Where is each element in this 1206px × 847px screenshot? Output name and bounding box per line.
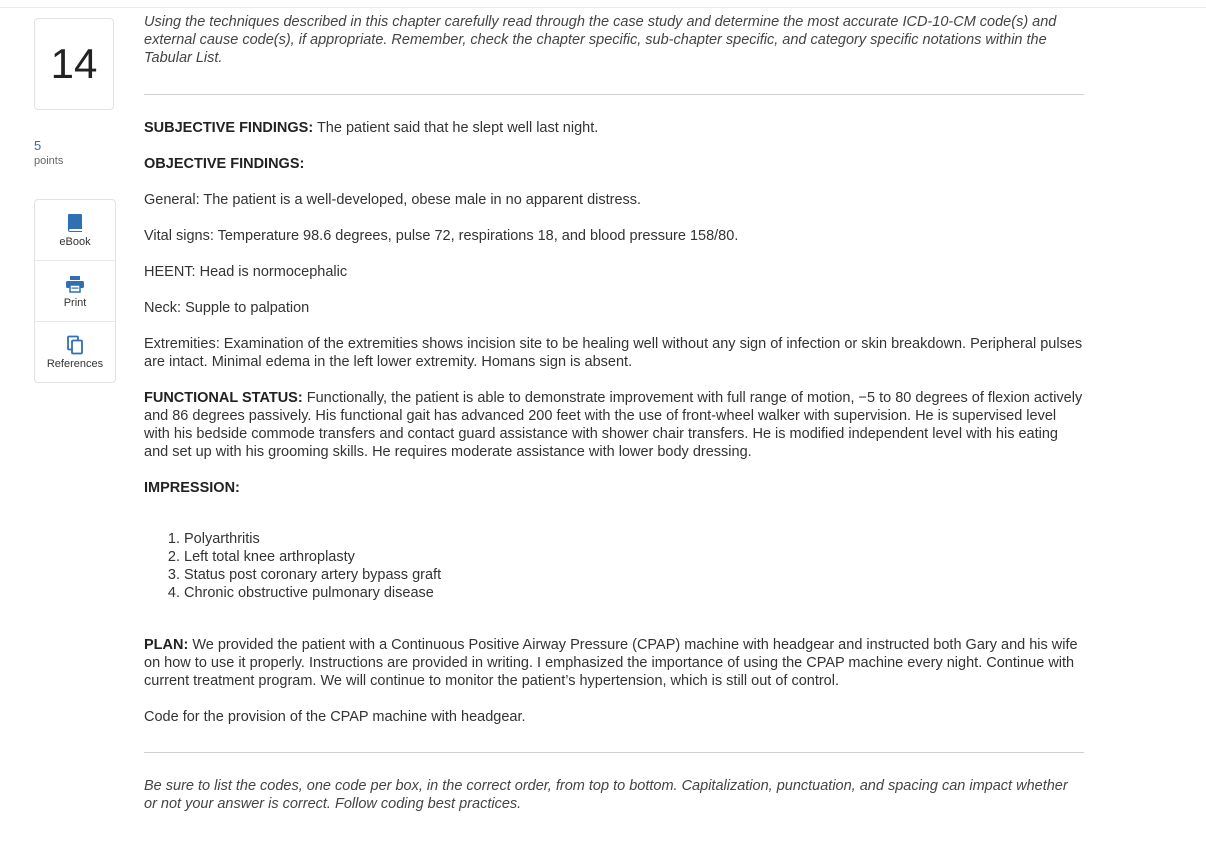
top-border bbox=[0, 7, 1206, 8]
copy-icon bbox=[66, 334, 84, 356]
divider bbox=[144, 94, 1084, 95]
impression bbox=[144, 479, 1084, 497]
book-icon bbox=[66, 212, 84, 234]
plan bbox=[144, 636, 1084, 690]
list-item: 3. Status post coronary artery bypass graft bbox=[184, 566, 1084, 584]
objective-findings bbox=[144, 155, 1084, 173]
extremities-finding: Extremities: Examination of the extremities shows incision site to be healing well without any sign of infection or skin breakdown. Peripheral pulses are intact. Minimal edema in the left lower extremity. Homans sign is absent. bbox=[144, 336, 1083, 370]
list-item: 4. Chronic obstructive pulmonary disease bbox=[184, 584, 1084, 602]
subjective-findings bbox=[144, 119, 1084, 137]
question-number: 14 bbox=[34, 18, 114, 110]
objective-label: OBJECTIVE FINDINGS: bbox=[144, 156, 305, 172]
functional-text: Functionally, the patient is able to demonstrate improvement with full range of motion, −5 to 80 degrees of flexion actively and 86 degrees passively. His functional gait has advanced 200 feet with the use of front-wheel walker with supervision. He is supervised level with his bedside commode transfers and contact guard assistance with shower chair transfers. He is modified independent level with his eating and set up with his grooming skills. He requires moderate assistance with lower body dressing. bbox=[144, 390, 1083, 460]
functional-status bbox=[144, 389, 1084, 461]
question-content bbox=[144, 13, 1084, 813]
impression-list bbox=[144, 530, 1084, 602]
tool-panel bbox=[34, 199, 116, 383]
footer-instructions: Be sure to list the codes, one code per box, in the correct order, from top to bottom. Capitalization, punctuation, and spacing can impact whether or not your answer is correct. Follow coding best practices. bbox=[144, 778, 1068, 812]
functional-label: FUNCTIONAL STATUS: bbox=[144, 390, 303, 406]
vital-signs: Vital signs: Temperature 98.6 degrees, pulse 72, respirations 18, and blood pressure 158/80. bbox=[144, 228, 739, 244]
subjective-text: The patient said that he slept well last night. bbox=[313, 120, 599, 136]
code-prompt: Code for the provision of the CPAP machine with headgear. bbox=[144, 709, 526, 725]
print-label: Print bbox=[63, 297, 87, 309]
points-block bbox=[34, 139, 116, 169]
printer-icon bbox=[65, 273, 85, 295]
impression-list-wrap bbox=[144, 530, 1084, 602]
instructions-text: Using the techniques described in this chapter carefully read through the case study and determine the most accurate ICD-10-CM code(s) and external cause code(s), if appropriate. Remember, check the chapter specific, sub-chapter specific, and category specific notations within the Tabular List. bbox=[144, 14, 1057, 66]
ebook-button[interactable] bbox=[35, 200, 115, 261]
plan-label: PLAN: bbox=[144, 637, 189, 653]
references-button[interactable] bbox=[35, 322, 115, 382]
points-label: points bbox=[34, 155, 64, 167]
impression-label: IMPRESSION: bbox=[144, 480, 240, 496]
list-item: 1. Polyarthritis bbox=[184, 530, 1084, 548]
neck-finding: Neck: Supple to palpation bbox=[144, 300, 310, 316]
general-finding: General: The patient is a well-developed, obese male in no apparent distress. bbox=[144, 192, 642, 208]
print-button[interactable] bbox=[35, 261, 115, 322]
question-sidebar bbox=[34, 18, 116, 383]
references-label: References bbox=[46, 358, 104, 370]
subjective-label: SUBJECTIVE FINDINGS: bbox=[144, 120, 314, 136]
plan-text: We provided the patient with a Continuous Positive Airway Pressure (CPAP) machine with headgear and instructed both Gary and his wife on how to use it properly. Instructions are provided in writing. I emphasized the importance of using the CPAP machine every night. Continue with current treatment program. We will continue to monitor the patient’s hypertension, which is still out of control. bbox=[144, 637, 1078, 689]
ebook-label: eBook bbox=[59, 236, 91, 248]
list-item: 2. Left total knee arthroplasty bbox=[184, 548, 1084, 566]
divider bbox=[144, 752, 1084, 753]
heent-finding: HEENT: Head is normocephalic bbox=[144, 264, 348, 280]
points-value: 5 bbox=[34, 138, 42, 153]
